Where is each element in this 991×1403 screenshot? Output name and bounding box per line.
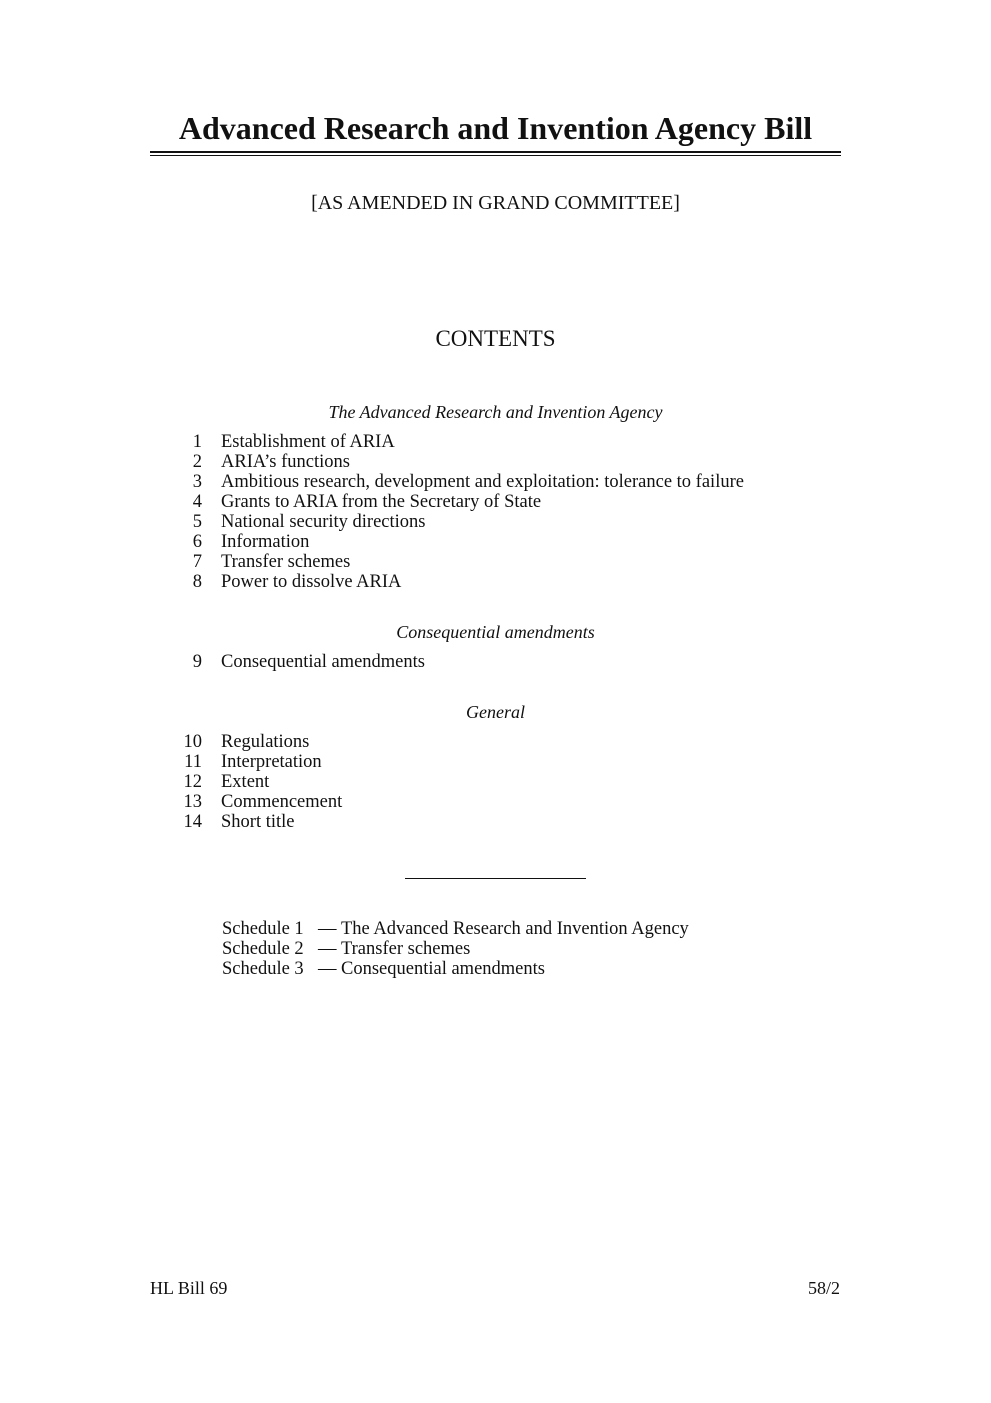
schedule-item[interactable] <box>222 919 689 939</box>
toc-item[interactable] <box>150 492 542 512</box>
toc-item-label: Short title <box>221 812 295 832</box>
title-rule-top <box>150 151 841 153</box>
schedule-label: Schedule 2 <box>222 939 304 959</box>
toc-item-number: 10 <box>183 732 202 752</box>
toc-item-number: 9 <box>192 652 202 672</box>
section-heading: General <box>466 702 525 722</box>
toc-item-label: Interpretation <box>221 752 322 772</box>
toc-item-number: 5 <box>192 512 202 532</box>
toc-item-label: Consequential amendments <box>221 652 425 672</box>
toc-item[interactable] <box>150 732 310 752</box>
toc-item-number: 1 <box>192 432 202 452</box>
toc-item-number: 14 <box>183 812 202 832</box>
toc-item-number: 4 <box>192 492 202 512</box>
toc-item-number: 7 <box>192 552 202 572</box>
toc-item-number: 11 <box>184 752 202 772</box>
toc-item-label: Establishment of ARIA <box>221 432 395 452</box>
toc-item[interactable] <box>150 572 402 592</box>
schedule-label: Schedule 1 <box>222 919 304 939</box>
schedule-dash: — <box>318 939 337 959</box>
contents-heading: CONTENTS <box>435 326 556 351</box>
toc-item-label: National security directions <box>221 512 426 532</box>
toc-item-number: 13 <box>183 792 202 812</box>
toc-item[interactable] <box>150 532 310 552</box>
toc-item-label: Grants to ARIA from the Secretary of State <box>221 492 542 512</box>
toc-item[interactable] <box>150 512 426 532</box>
bill-subtitle: [AS AMENDED IN GRAND COMMITTEE] <box>311 192 680 214</box>
schedule-title: The Advanced Research and Invention Agency <box>341 919 689 939</box>
footer-page-ref: 58/2 <box>807 1278 840 1298</box>
toc-item-number: 6 <box>192 532 202 552</box>
toc-item-label: Ambitious research, development and exploitation: tolerance to failure <box>221 472 744 492</box>
toc-item[interactable] <box>150 432 395 452</box>
schedule-title: Transfer schemes <box>341 939 471 959</box>
schedule-dash: — <box>318 959 337 979</box>
toc-item[interactable] <box>150 472 744 492</box>
toc-item-number: 2 <box>192 452 202 472</box>
section-heading: Consequential amendments <box>396 622 595 642</box>
schedule-label: Schedule 3 <box>222 959 304 979</box>
toc-item[interactable] <box>150 652 425 672</box>
bill-title: Advanced Research and Invention Agency Bill <box>178 110 813 146</box>
toc-item-label: Extent <box>221 772 270 792</box>
separator-rule <box>405 878 586 879</box>
schedule-item[interactable] <box>222 939 471 959</box>
schedule-dash: — <box>318 919 337 939</box>
section-heading: The Advanced Research and Invention Agency <box>328 402 663 422</box>
schedule-item[interactable] <box>222 959 545 979</box>
toc-item[interactable] <box>150 792 343 812</box>
title-rule-bottom <box>150 155 841 156</box>
toc-item[interactable] <box>150 452 350 472</box>
toc-item-label: Commencement <box>221 792 343 812</box>
toc-item-label: Transfer schemes <box>221 552 351 572</box>
toc-item[interactable] <box>150 752 322 772</box>
toc-item-number: 12 <box>183 772 202 792</box>
toc-item-label: Information <box>221 532 310 552</box>
toc-item[interactable] <box>150 552 351 572</box>
toc-item[interactable] <box>150 772 270 792</box>
footer-bill-number: HL Bill 69 <box>150 1278 228 1298</box>
toc-item-label: Regulations <box>221 732 310 752</box>
toc-item-number: 8 <box>192 572 202 592</box>
schedule-title: Consequential amendments <box>341 959 545 979</box>
toc-item[interactable] <box>150 812 295 832</box>
toc-item-number: 3 <box>192 472 202 492</box>
toc-item-label: ARIA’s functions <box>221 452 350 472</box>
toc-item-label: Power to dissolve ARIA <box>221 572 402 592</box>
